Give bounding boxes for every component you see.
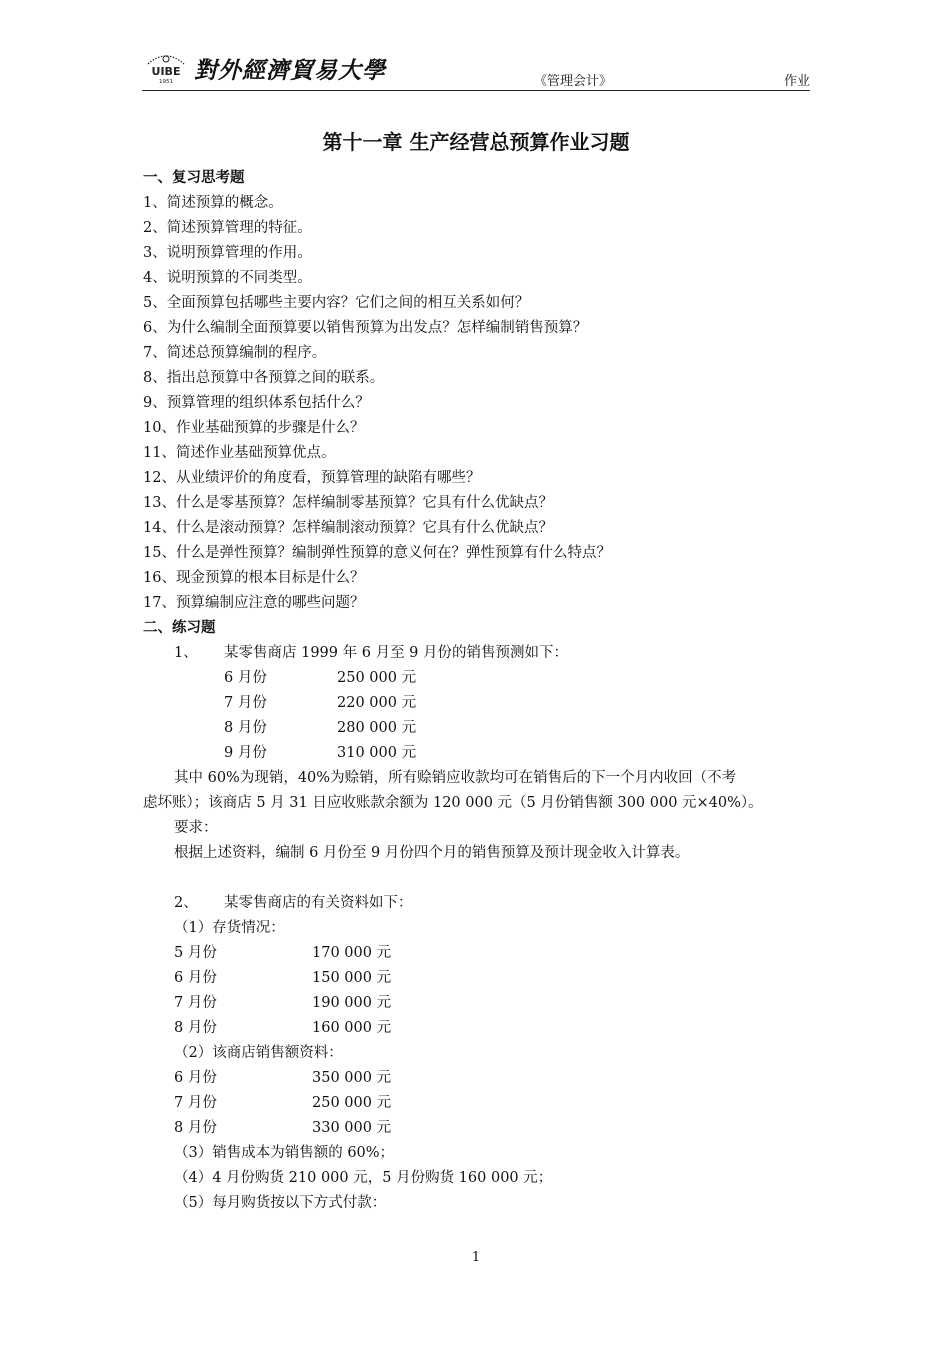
- question-item: 1、简述预算的概念。: [143, 195, 283, 211]
- university-name: 對外經濟貿易大學: [194, 57, 386, 84]
- sub-item: （2）该商店销售额资料：: [174, 1045, 343, 1061]
- question-item: 9、预算管理的组织体系包括什么？: [143, 395, 370, 411]
- amount-value: 250 000 元: [312, 1095, 392, 1111]
- month-label: 6 月份: [174, 1070, 217, 1086]
- question-item: 5、全面预算包括哪些主要内容？它们之间的相互关系如何？: [143, 295, 530, 311]
- exercise-intro: 某零售商店 1999 年 6 月至 9 月份的销售预测如下：: [224, 645, 569, 661]
- month-label: 6 月份: [224, 670, 267, 686]
- month-label: 8 月份: [224, 720, 267, 736]
- question-item: 10、作业基础预算的步骤是什么？: [143, 420, 365, 436]
- question-item: 17、预算编制应注意的哪些问题？: [143, 595, 365, 611]
- amount-value: 250 000 元: [337, 670, 417, 686]
- amount-value: 150 000 元: [312, 970, 392, 986]
- question-item: 4、说明预算的不同类型。: [143, 270, 312, 286]
- header-tag: 作业: [783, 74, 810, 89]
- page-number: 1: [471, 1250, 481, 1265]
- month-label: 6 月份: [174, 970, 217, 986]
- svg-text:1951: 1951: [159, 79, 173, 84]
- sub-item: （1）存货情况：: [174, 920, 285, 936]
- question-item: 2、简述预算管理的特征。: [143, 220, 312, 236]
- exercise-intro: 某零售商店的有关资料如下：: [224, 895, 413, 911]
- amount-value: 160 000 元: [312, 1020, 392, 1036]
- amount-value: 280 000 元: [337, 720, 417, 736]
- requirement-text: 根据上述资料，编制 6 月份至 9 月份四个月的销售预算及预计现金收入计算表。: [174, 845, 690, 861]
- question-item: 12、从业绩评价的角度看，预算管理的缺陷有哪些？: [143, 470, 481, 486]
- question-item: 3、说明预算管理的作用。: [143, 245, 312, 261]
- sub-item: （3）销售成本为销售额的 60%；: [174, 1145, 395, 1161]
- month-label: 7 月份: [224, 695, 267, 711]
- exercise-number: 2、: [174, 895, 198, 911]
- question-item: 13、什么是零基预算？怎样编制零基预算？它具有什么优缺点？: [143, 495, 553, 511]
- exercise-paragraph: 其中 60%为现销，40%为赊销，所有赊销应收款均可在销售后的下一个月内收回（不考: [174, 770, 737, 786]
- amount-value: 190 000 元: [312, 995, 392, 1011]
- section-heading: 一、复习思考题: [143, 170, 245, 186]
- question-item: 14、什么是滚动预算？怎样编制滚动预算？它具有什么优缺点？: [143, 520, 553, 536]
- month-label: 7 月份: [174, 1095, 217, 1111]
- sub-item: （4）4 月份购货 210 000 元，5 月份购货 160 000 元；: [174, 1170, 553, 1186]
- question-item: 7、简述总预算编制的程序。: [143, 345, 327, 361]
- question-item: 15、什么是弹性预算？编制弹性预算的意义何在？弹性预算有什么特点？: [143, 545, 611, 561]
- question-item: 16、现金预算的根本目标是什么？: [143, 570, 365, 586]
- section-heading: 二、练习题: [143, 620, 216, 636]
- amount-value: 310 000 元: [337, 745, 417, 761]
- question-item: 11、简述作业基础预算优点。: [143, 445, 336, 461]
- exercise-paragraph: 虑坏账）；该商店 5 月 31 日应收账款余额为 120 000 元（5 月份销售额 300 000 元×40%）。: [143, 795, 763, 811]
- amount-value: 220 000 元: [337, 695, 417, 711]
- sub-item: （5）每月购货按以下方式付款：: [174, 1195, 387, 1211]
- question-item: 6、为什么编制全面预算要以销售预算为出发点？怎样编制销售预算？: [143, 320, 588, 336]
- chapter-title: 第十一章 生产经营总预算作业习题: [322, 130, 630, 154]
- amount-value: 350 000 元: [312, 1070, 392, 1086]
- university-logo: [142, 50, 190, 84]
- question-item: 8、指出总预算中各预算之间的联系。: [143, 370, 385, 386]
- page-header: [142, 46, 810, 91]
- requirement-label: 要求：: [174, 820, 218, 836]
- svg-text:UIBE: UIBE: [151, 65, 181, 78]
- course-name: 《管理会计》: [534, 74, 613, 89]
- month-label: 8 月份: [174, 1020, 217, 1036]
- amount-value: 170 000 元: [312, 945, 392, 961]
- amount-value: 330 000 元: [312, 1120, 392, 1136]
- month-label: 5 月份: [174, 945, 217, 961]
- exercise-number: 1、: [174, 645, 198, 661]
- month-label: 8 月份: [174, 1120, 217, 1136]
- month-label: 9 月份: [224, 745, 267, 761]
- month-label: 7 月份: [174, 995, 217, 1011]
